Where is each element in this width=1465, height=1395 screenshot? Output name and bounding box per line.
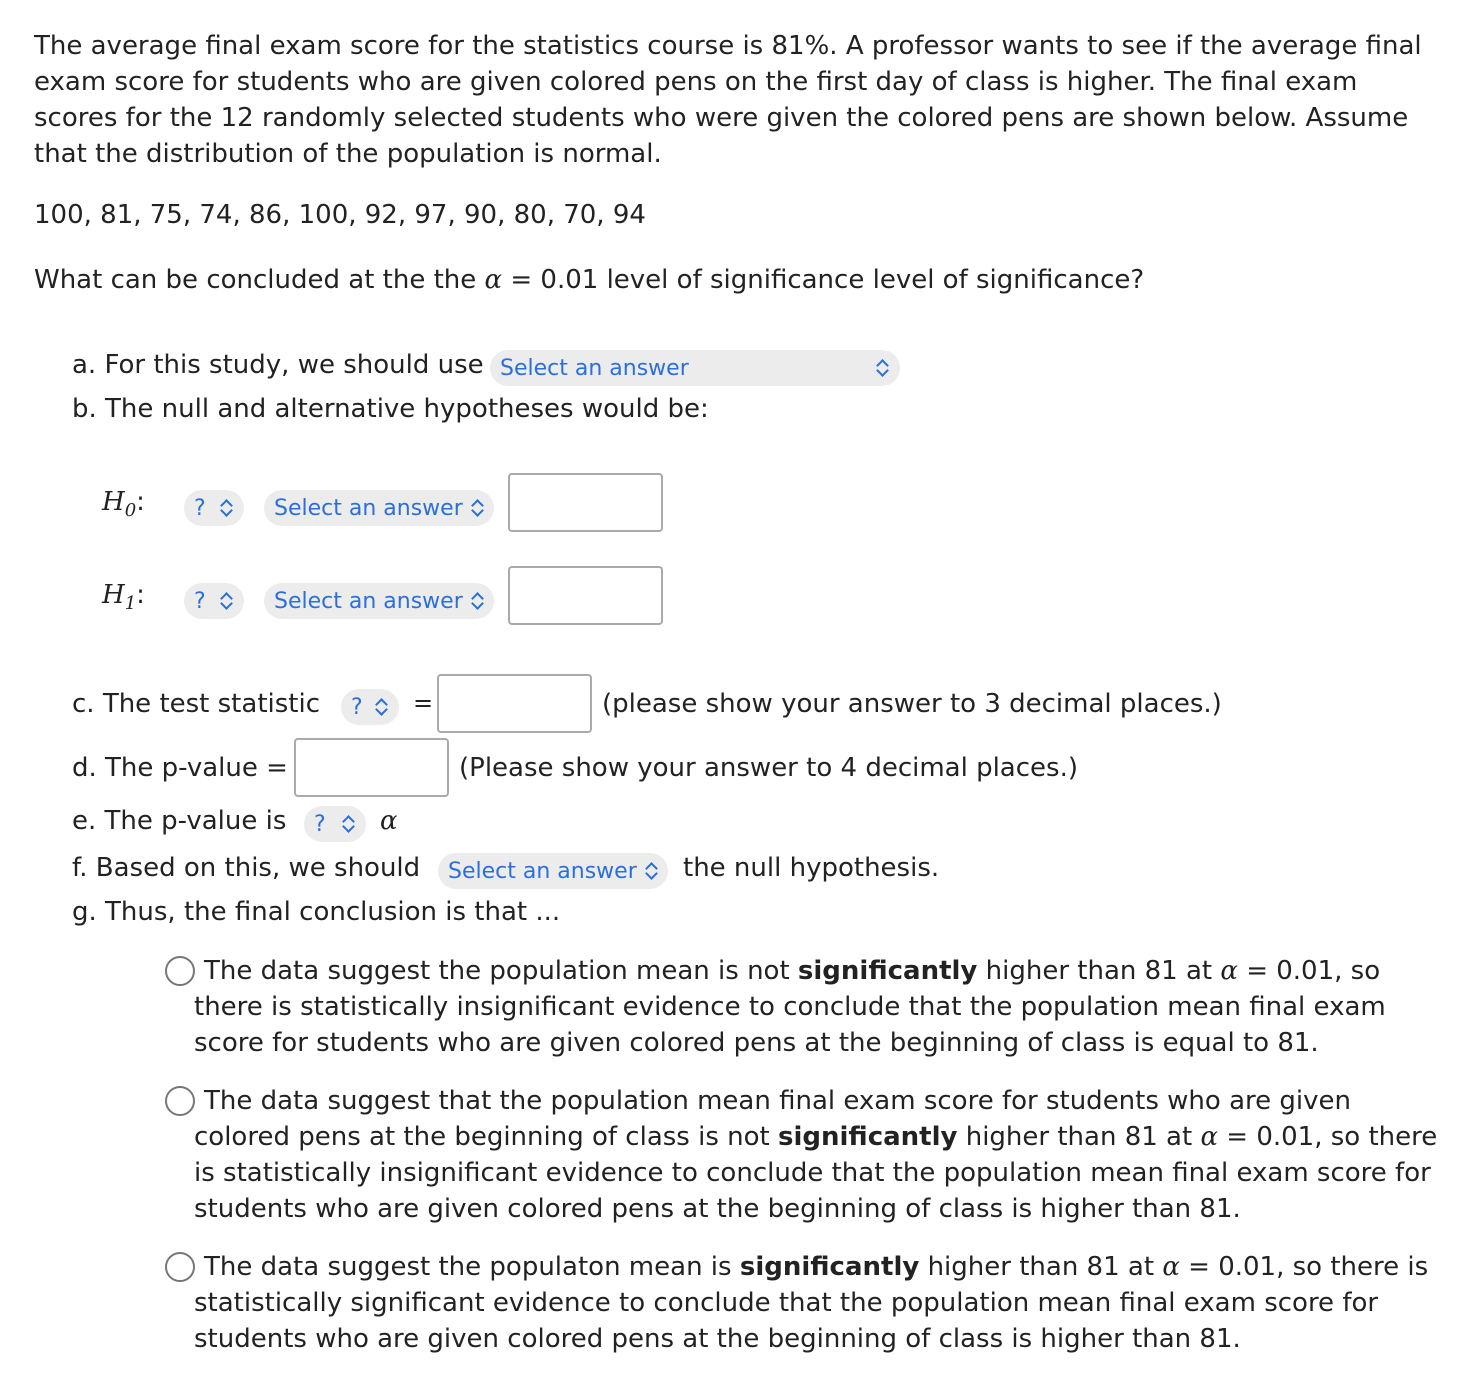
decision-select-label: Select an answer [448, 858, 637, 884]
test-type-select-label: Select an answer [500, 355, 689, 381]
h0-value-input[interactable] [508, 473, 663, 532]
conclusion-radio-2[interactable] [165, 1086, 195, 1116]
p-value-input[interactable] [294, 738, 449, 797]
option-1-bold: significantly [797, 956, 978, 986]
h1-operator-label: Select an answer [274, 588, 463, 614]
equals-sign: = [413, 689, 434, 717]
option-2-bold: significantly [778, 1122, 958, 1152]
option-2-text-a: The data suggest that the population mean final exam score for students who are given colored pens at the beginning of class is not [194, 1086, 1351, 1152]
conclusion-option-1[interactable] [194, 953, 1444, 1061]
option-1-text-c: = 0.01, so there is statistically insignificant evidence to conclude that the population mean final exam score for students who are given colored pens at the beginning of class is equal to 81. [194, 956, 1386, 1058]
h1-sub: 1 [124, 593, 137, 615]
test-statistic-input[interactable] [437, 674, 592, 733]
p-value-comparison-label: ? [314, 811, 326, 837]
option-2-text-b: higher than 81 at [965, 1122, 1193, 1152]
h1-parameter-select[interactable] [184, 583, 244, 619]
p-value-comparison-select[interactable] [304, 806, 366, 842]
part-f-after: the null hypothesis. [683, 853, 940, 883]
chevron-updown-icon [643, 860, 658, 882]
h1-label [102, 580, 145, 614]
part-d-label: d. The p-value = [72, 753, 288, 783]
part-b-label: b. The null and alternative hypotheses would be: [72, 394, 709, 424]
chevron-updown-icon [874, 357, 890, 379]
conclusion-radio-3[interactable] [165, 1252, 195, 1282]
h0-symbol: H [102, 487, 125, 517]
alpha-symbol: α [380, 806, 398, 836]
chevron-updown-icon [340, 813, 356, 835]
h0-operator-select[interactable] [264, 490, 494, 526]
alpha-symbol: α [1162, 1252, 1180, 1282]
option-3-text-c: = 0.01, so there is statistically significant evidence to conclude that the population mean final exam score for students who are given colored pens at the beginning of class is higher than 81. [194, 1252, 1429, 1354]
alpha-symbol: α [1220, 956, 1238, 986]
option-1-text-a: The data suggest the population mean is not [204, 956, 790, 986]
conclusion-option-2[interactable] [194, 1083, 1444, 1227]
h0-parameter-label: ? [194, 495, 206, 521]
chevron-updown-icon [218, 590, 234, 612]
question-text [34, 265, 1144, 295]
chevron-updown-icon [469, 497, 484, 519]
problem-statement: The average final exam score for the statistics course is 81%. A professor wants to see if the average final exam score for students who are given colored pens on the first day of class is higher. The final exam scores for the 12 randomly selected students who were given the colored pens are shown below. Assume that the distribution of the population is normal. [34, 31, 1422, 169]
part-c-label: c. The test statistic [72, 689, 320, 719]
h1-value-input[interactable] [508, 566, 663, 625]
h0-colon: : [136, 487, 145, 517]
conclusion-radio-1[interactable] [165, 956, 195, 986]
decision-select[interactable] [438, 853, 668, 889]
test-type-select[interactable] [490, 350, 900, 386]
chevron-updown-icon [218, 497, 234, 519]
option-3-text-a: The data suggest the populaton mean is [204, 1252, 732, 1282]
h1-parameter-label: ? [194, 588, 206, 614]
alpha-symbol: α [484, 265, 503, 295]
h0-label [102, 487, 145, 521]
part-a-label: a. For this study, we should use [72, 350, 484, 380]
part-e-label: e. The p-value is [72, 806, 287, 836]
data-values: 100, 81, 75, 74, 86, 100, 92, 97, 90, 80, 70, 94 [34, 200, 646, 230]
chevron-updown-icon [373, 696, 389, 718]
h1-colon: : [136, 580, 145, 610]
question-before: What can be concluded at the the [34, 265, 477, 295]
question-after: = 0.01 level of significance level of significance? [510, 265, 1145, 295]
part-g-label: g. Thus, the final conclusion is that ... [72, 897, 561, 927]
test-statistic-select[interactable] [341, 689, 399, 725]
option-3-bold: significantly [739, 1252, 920, 1282]
h0-parameter-select[interactable] [184, 490, 244, 526]
option-1-text-b: higher than 81 at [985, 956, 1213, 986]
part-f-label: f. Based on this, we should [72, 853, 421, 883]
h1-operator-select[interactable] [264, 583, 494, 619]
alpha-symbol: α [1200, 1122, 1219, 1152]
test-statistic-select-label: ? [351, 694, 363, 720]
option-3-text-b: higher than 81 at [927, 1252, 1155, 1282]
part-c-note: (please show your answer to 3 decimal places.) [602, 689, 1222, 719]
h1-symbol: H [102, 580, 125, 610]
h0-sub: 0 [124, 500, 137, 522]
part-d-note: (Please show your answer to 4 decimal places.) [459, 753, 1078, 783]
option-2-text-c: = 0.01, so there is statistically insignificant evidence to conclude that the population mean final exam score for students who are given colored pens at the beginning of class is higher than 81. [194, 1122, 1438, 1224]
conclusion-option-3[interactable] [194, 1249, 1444, 1357]
h0-operator-label: Select an answer [274, 495, 463, 521]
chevron-updown-icon [469, 590, 484, 612]
